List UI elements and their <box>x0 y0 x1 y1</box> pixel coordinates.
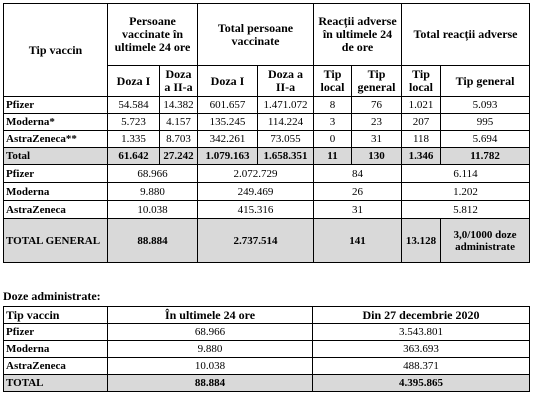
table-cell: 3 <box>314 114 352 131</box>
table-cell: 114.224 <box>258 114 314 131</box>
table-cell: 6.114 <box>402 165 530 183</box>
row-label-astrazeneca: AstraZeneca** <box>4 131 108 148</box>
row-label-pfizer: Pfizer <box>4 324 108 341</box>
header-tip-vaccin: Tip vaccin <box>4 4 108 97</box>
doze-administrate-table <box>3 306 530 392</box>
table-cell: 84 <box>314 165 402 183</box>
table-cell: 363.693 <box>313 341 530 358</box>
table-cell: 10.038 <box>108 358 313 375</box>
header-persoane-vaccinate-24h: Persoane vaccinate în ultimele 24 ore <box>108 4 198 66</box>
row-label-moderna: Moderna* <box>4 114 108 131</box>
subheader-tip-local: Tip local <box>314 66 352 97</box>
table-cell: 130 <box>352 148 402 165</box>
subheader-doza-1: Doza I <box>108 66 160 97</box>
row-label-astrazeneca: AstraZeneca <box>4 358 108 375</box>
doze-administrate-title: Doze administrate: <box>3 289 101 303</box>
table-row <box>4 358 530 375</box>
row-label-astrazeneca: AstraZeneca <box>4 201 108 219</box>
table-cell: 3.543.801 <box>313 324 530 341</box>
table-cell: 9.880 <box>108 183 198 201</box>
table-cell: 31 <box>352 131 402 148</box>
row-label-pfizer: Pfizer <box>4 97 108 114</box>
table-cell: 1.658.351 <box>258 148 314 165</box>
table-cell: 1.202 <box>402 183 530 201</box>
table-cell: 5.093 <box>441 97 530 114</box>
table-cell: 26 <box>314 183 402 201</box>
subheader-total-tip-local: Tip local <box>402 66 441 97</box>
table-cell: 5.723 <box>108 114 160 131</box>
table-row <box>4 341 530 358</box>
row-label-total: Total <box>4 148 108 165</box>
table-cell: 8.703 <box>160 131 198 148</box>
table-cell: 27.242 <box>160 148 198 165</box>
table-cell: 68.966 <box>108 324 313 341</box>
table-row <box>4 183 530 201</box>
table-cell: 61.642 <box>108 148 160 165</box>
table-cell: 3,0/1000 doze administrate <box>441 219 530 263</box>
table-row <box>4 131 530 148</box>
table-cell: 141 <box>314 219 402 263</box>
table-cell: 5.812 <box>402 201 530 219</box>
table-cell: 2.737.514 <box>198 219 314 263</box>
table-cell: 1.335 <box>108 131 160 148</box>
table-cell: 13.128 <box>402 219 441 263</box>
vaccination-table <box>3 3 530 263</box>
header-total-reactii-adverse: Total reacții adverse <box>402 4 530 66</box>
table-cell: 118 <box>402 131 441 148</box>
total-general-row <box>4 219 530 263</box>
table-row <box>4 324 530 341</box>
header-reactii-adverse-24h: Reacții adverse în ultimele 24 de ore <box>314 4 402 66</box>
table-cell: 1.471.072 <box>258 97 314 114</box>
header-tip-vaccin: Tip vaccin <box>4 307 108 324</box>
table-cell: 995 <box>441 114 530 131</box>
row-label-moderna: Moderna <box>4 183 108 201</box>
subheader-doza-2: Doza a II-a <box>160 66 198 97</box>
table-cell: 76 <box>352 97 402 114</box>
total-row <box>4 375 530 392</box>
table-cell: 88.884 <box>108 375 313 392</box>
subheader-total-doza-1: Doza I <box>198 66 258 97</box>
table-row <box>4 165 530 183</box>
table-cell: 4.157 <box>160 114 198 131</box>
header-ultimele-24-ore: În ultimele 24 ore <box>108 307 313 324</box>
table-cell: 73.055 <box>258 131 314 148</box>
table-cell: 4.395.865 <box>313 375 530 392</box>
table-row <box>4 97 530 114</box>
table-cell: 249.469 <box>198 183 314 201</box>
table-cell: 207 <box>402 114 441 131</box>
table-cell: 135.245 <box>198 114 258 131</box>
table-cell: 10.038 <box>108 201 198 219</box>
subheader-tip-general: Tip general <box>352 66 402 97</box>
header-row <box>4 307 530 324</box>
table-cell: 14.382 <box>160 97 198 114</box>
table-cell: 8 <box>314 97 352 114</box>
table-cell: 23 <box>352 114 402 131</box>
table-row <box>4 114 530 131</box>
table-cell: 88.884 <box>108 219 198 263</box>
table-cell: 5.694 <box>441 131 530 148</box>
row-label-total: TOTAL <box>4 375 108 392</box>
subheader-total-tip-general: Tip general <box>441 66 530 97</box>
row-label-moderna: Moderna <box>4 341 108 358</box>
header-din-27-decembrie-2020: Din 27 decembrie 2020 <box>313 307 530 324</box>
table-cell: 54.584 <box>108 97 160 114</box>
table-cell: 488.371 <box>313 358 530 375</box>
row-label-pfizer: Pfizer <box>4 165 108 183</box>
table-cell: 31 <box>314 201 402 219</box>
table-cell: 601.657 <box>198 97 258 114</box>
table-cell: 1.021 <box>402 97 441 114</box>
total-row <box>4 148 530 165</box>
table-cell: 0 <box>314 131 352 148</box>
subheader-total-doza-2: Doza a II-a <box>258 66 314 97</box>
table-cell: 11 <box>314 148 352 165</box>
table-cell: 1.346 <box>402 148 441 165</box>
table-cell: 342.261 <box>198 131 258 148</box>
table-row <box>4 201 530 219</box>
table-cell: 1.079.163 <box>198 148 258 165</box>
table-cell: 68.966 <box>108 165 198 183</box>
table-cell: 11.782 <box>441 148 530 165</box>
table-cell: 9.880 <box>108 341 313 358</box>
table-cell: 2.072.729 <box>198 165 314 183</box>
table-cell: 415.316 <box>198 201 314 219</box>
header-total-persoane-vaccinate: Total persoane vaccinate <box>198 4 314 66</box>
row-label-total-general: TOTAL GENERAL <box>4 219 108 263</box>
